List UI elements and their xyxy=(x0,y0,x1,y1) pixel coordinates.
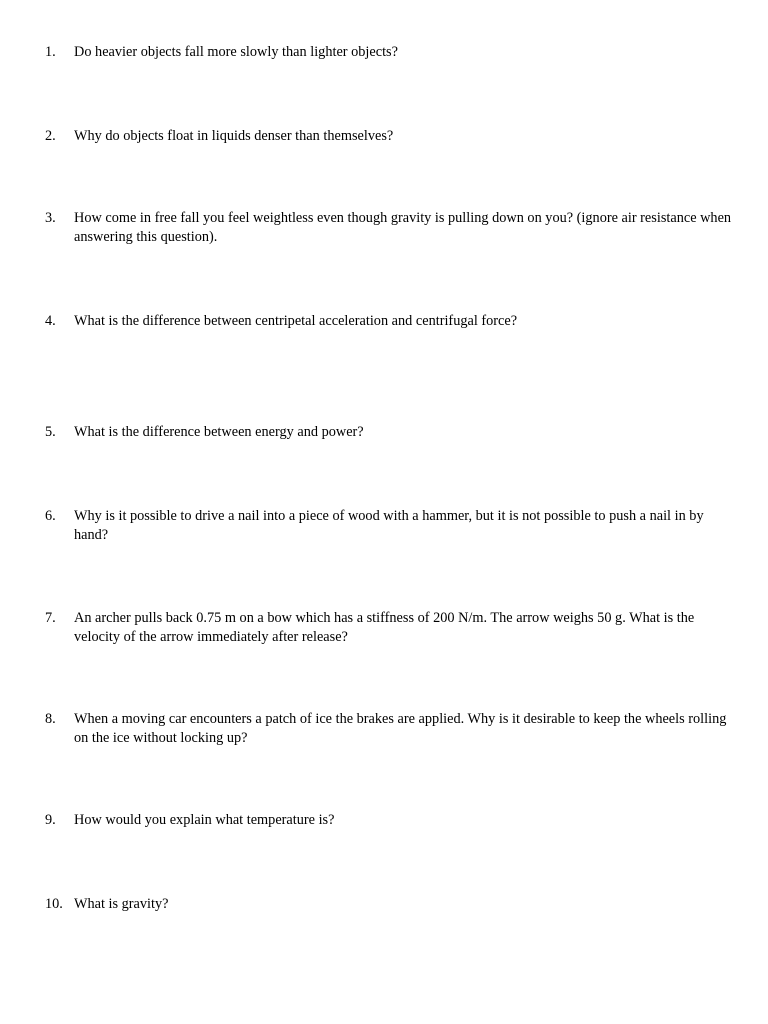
question-text: What is gravity? xyxy=(74,896,169,912)
question-number: 1. xyxy=(45,44,56,60)
question-item xyxy=(45,423,735,442)
question-text: Why do objects float in liquids denser than themselves? xyxy=(74,128,394,144)
question-text: Do heavier objects fall more slowly than lighter objects? xyxy=(74,44,398,60)
question-number: 2. xyxy=(45,128,56,144)
question-number: 6. xyxy=(45,508,56,524)
question-number: 9. xyxy=(45,812,56,828)
question-number: 3. xyxy=(45,210,56,226)
question-text: Why is it possible to drive a nail into a piece of wood with a hammer, but it is not possible to push a nail in by hand? xyxy=(74,508,704,543)
question-number: 8. xyxy=(45,711,56,727)
question-text: What is the difference between centripetal acceleration and centrifugal force? xyxy=(74,313,518,329)
question-item xyxy=(45,811,735,830)
question-item xyxy=(45,43,735,62)
question-item xyxy=(45,127,735,146)
question-number: 10. xyxy=(45,896,63,912)
question-item xyxy=(45,312,735,331)
question-text: What is the difference between energy and power? xyxy=(74,424,364,440)
question-item xyxy=(45,209,735,246)
question-number: 7. xyxy=(45,610,56,626)
question-item xyxy=(45,895,735,914)
question-text: How would you explain what temperature is? xyxy=(74,812,335,828)
question-text: How come in free fall you feel weightless even though gravity is pulling down on you? (ignore air resistance when answering this question). xyxy=(74,210,732,245)
question-item xyxy=(45,507,735,544)
question-number: 5. xyxy=(45,424,56,440)
question-item xyxy=(45,710,735,747)
question-text: An archer pulls back 0.75 m on a bow which has a stiffness of 200 N/m. The arrow weighs 50 g. What is the velocity of the arrow immediately after release? xyxy=(74,610,695,645)
question-text: When a moving car encounters a patch of ice the brakes are applied. Why is it desirable to keep the wheels rolling on the ice without locking up? xyxy=(74,711,727,746)
question-number: 4. xyxy=(45,313,56,329)
question-item xyxy=(45,609,735,646)
